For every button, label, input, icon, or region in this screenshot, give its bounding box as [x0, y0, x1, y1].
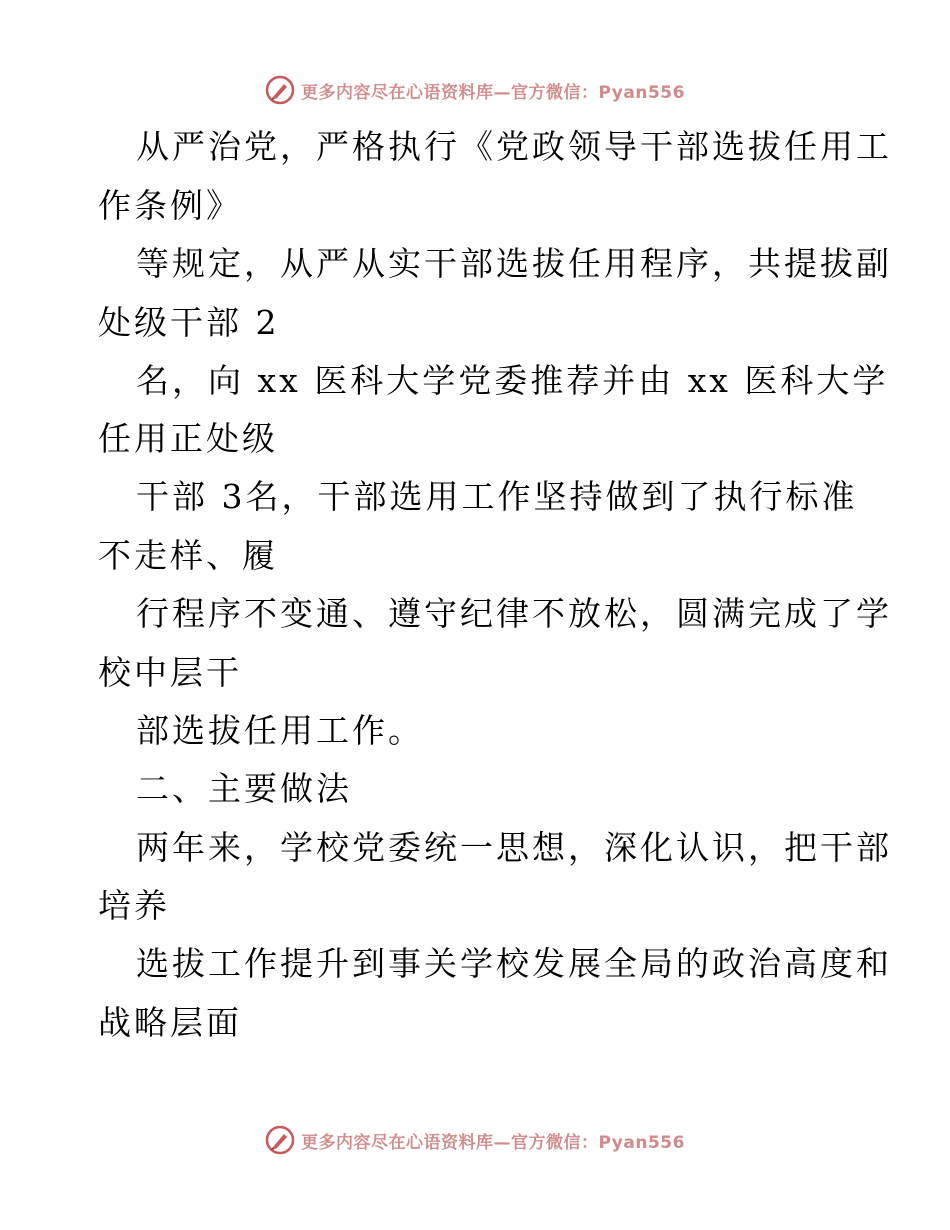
text-line: 战略层面: [98, 1003, 242, 1042]
pen-logo-icon: [265, 1125, 295, 1155]
text-line: 两年来，学校党委统一思想，深化认识，把干部: [136, 828, 892, 867]
text-line: 培养: [98, 886, 170, 925]
text-line: 校中层干: [98, 653, 242, 692]
section-heading: 二、主要做法: [136, 769, 352, 808]
text-line: 等规定，从严从实干部选拔任用程序，共提拔副: [136, 244, 892, 283]
text-line: 部选拔任用工作。: [136, 711, 424, 750]
text-line: 任用正处级: [98, 419, 278, 458]
text-line: 名，向 xx 医科大学党委推荐并由 xx 医科大学: [136, 361, 889, 400]
text-line: 作条例》: [98, 186, 242, 225]
text-line: 从严治党，严格执行《党政领导干部选拔任用工: [136, 127, 892, 166]
text-line: 处级干部 2: [98, 303, 280, 342]
text-line: 选拔工作提升到事关学校发展全局的政治高度和: [136, 944, 892, 983]
footer-watermark: [0, 1120, 950, 1160]
text-line: 干部 3名，干部选用工作坚持做到了执行标准: [136, 477, 858, 516]
watermark-text: 更多内容尽在心语资料库—官方微信：Pyan556: [301, 82, 685, 103]
watermark-text: 更多内容尽在心语资料库—官方微信：Pyan556: [301, 1132, 685, 1153]
text-line: 不走样、履: [98, 536, 278, 575]
text-line: 行程序不变通、遵守纪律不放松，圆满完成了学: [136, 594, 892, 633]
